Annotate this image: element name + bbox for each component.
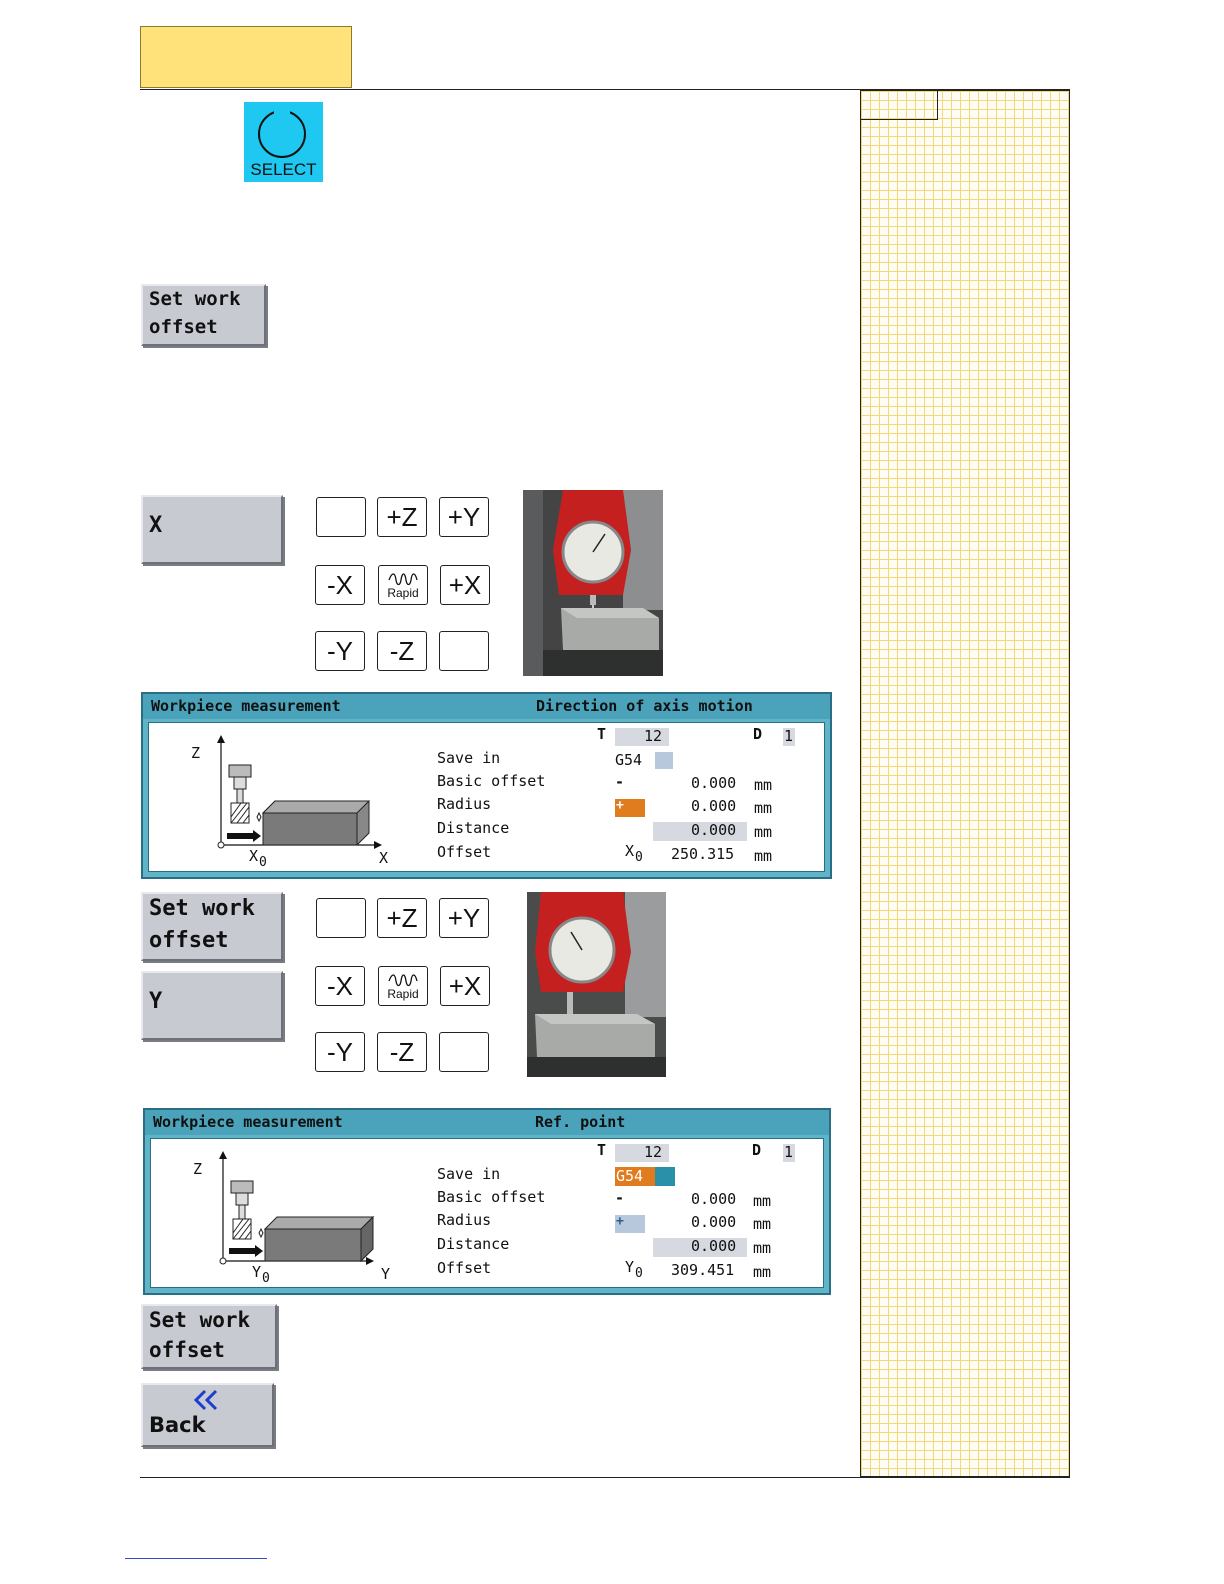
select-key-label: SELECT xyxy=(250,160,317,179)
softkey-label-line2: offset xyxy=(149,1338,225,1362)
double-chevron-left-icon xyxy=(193,1389,219,1411)
basic-offset-label: Basic offset xyxy=(437,772,546,790)
diagram-origin-subscript: 0 xyxy=(262,1271,270,1286)
radius-label: Radius xyxy=(437,1211,492,1229)
basic-offset-unit: mm xyxy=(753,1192,772,1210)
softkey-label-line2: offset xyxy=(149,928,229,953)
offset-unit: mm xyxy=(754,847,773,865)
save-in-value[interactable]: G54 xyxy=(615,751,643,769)
d-label: D xyxy=(752,1141,762,1159)
tool-number-value: 12 xyxy=(644,1143,663,1161)
jog-key-plus-y[interactable]: +Y xyxy=(439,497,489,537)
set-work-offset-softkey[interactable] xyxy=(141,1304,277,1369)
margin-notes-panel xyxy=(860,90,1070,1477)
jog-key-plus-z[interactable]: +Z xyxy=(377,898,427,938)
diagram-axis-z-label: Z xyxy=(193,1160,203,1178)
jog-key-minus-y[interactable]: -Y xyxy=(315,631,365,671)
margin-tab xyxy=(860,90,938,120)
y-axis-softkey[interactable] xyxy=(141,971,283,1040)
softkey-label-line1: Set work xyxy=(149,288,241,310)
jog-key-minus-y[interactable]: -Y xyxy=(315,1032,365,1072)
save-in-label: Save in xyxy=(437,1165,501,1183)
screen-mode-title: Direction of axis motion xyxy=(536,697,753,715)
softkey-label-line1: Set work xyxy=(149,1308,251,1332)
distance-label: Distance xyxy=(437,1235,510,1253)
jog-key-plus-y[interactable]: +Y xyxy=(439,898,489,938)
screen-title: Workpiece measurement xyxy=(153,1113,343,1131)
rapid-label: Rapid xyxy=(387,586,419,600)
diagram-origin-label: X xyxy=(249,847,259,865)
jog-key-blank[interactable] xyxy=(316,497,366,537)
select-key[interactable] xyxy=(244,102,323,182)
basic-offset-value: 0.000 xyxy=(691,774,737,792)
softkey-label: Y xyxy=(149,989,163,1014)
softkey-label: X xyxy=(149,513,163,538)
basic-offset-sign: - xyxy=(615,1189,625,1207)
offset-axis-prefix: Y xyxy=(625,1258,635,1276)
screen-title-bar xyxy=(143,694,830,719)
offset-label: Offset xyxy=(437,1259,492,1277)
tool-label: T xyxy=(597,1141,607,1159)
d-number-value: 1 xyxy=(784,1143,794,1161)
basic-offset-unit: mm xyxy=(754,776,773,794)
diagram-origin-subscript: 0 xyxy=(259,855,267,870)
set-work-offset-softkey[interactable] xyxy=(141,284,266,346)
rapid-label: Rapid xyxy=(387,987,419,1001)
jog-key-minus-x[interactable]: -X xyxy=(315,565,365,605)
basic-offset-value: 0.000 xyxy=(691,1190,737,1208)
offset-axis-prefix: X xyxy=(625,842,635,860)
offset-value: 250.315 xyxy=(671,845,735,863)
set-work-offset-softkey[interactable] xyxy=(141,892,283,961)
screen-title-bar xyxy=(145,1110,829,1135)
back-softkey[interactable] xyxy=(141,1383,274,1447)
offset-axis-subscript: 0 xyxy=(635,850,643,865)
workpiece-measurement-screen-y xyxy=(143,1108,831,1295)
diagram-axis-z-label: Z xyxy=(191,744,201,762)
save-in-value: G54 xyxy=(616,1167,644,1185)
radius-value: 0.000 xyxy=(691,1213,737,1231)
workpiece-measurement-screen-x xyxy=(141,692,832,879)
tool-label: T xyxy=(597,725,607,743)
radius-value: 0.000 xyxy=(691,797,737,815)
jog-key-blank[interactable] xyxy=(316,898,366,938)
softkey-label-line2: offset xyxy=(149,316,218,338)
radius-unit: mm xyxy=(753,1215,772,1233)
save-in-label: Save in xyxy=(437,749,501,767)
measurement-diagram xyxy=(179,1149,399,1279)
x-axis-softkey[interactable] xyxy=(141,495,283,564)
jog-key-blank[interactable] xyxy=(439,1032,489,1072)
jog-key-minus-x[interactable]: -X xyxy=(315,966,365,1006)
softkey-label-line1: Set work xyxy=(149,896,255,921)
screen-body xyxy=(148,722,825,872)
dial-indicator-photo xyxy=(523,490,663,676)
radius-sign: + xyxy=(616,798,624,813)
radius-label: Radius xyxy=(437,795,492,813)
rapid-wave-icon xyxy=(388,572,418,586)
diagram-origin-label: Y xyxy=(252,1263,262,1281)
jog-key-minus-z[interactable]: -Z xyxy=(377,631,427,671)
distance-value: 0.000 xyxy=(691,1237,737,1255)
screen-mode-title: Ref. point xyxy=(535,1113,626,1131)
tool-number-value: 12 xyxy=(644,727,663,745)
toggle-select-icon[interactable] xyxy=(655,752,673,769)
radius-sign: + xyxy=(616,1214,624,1229)
diagram-axis-x-label: X xyxy=(379,849,389,867)
d-label: D xyxy=(753,725,763,743)
d-number-value: 1 xyxy=(784,727,794,745)
footer-link-underline[interactable] xyxy=(125,1558,267,1559)
diagram-axis-y-label: Y xyxy=(381,1265,391,1283)
distance-value: 0.000 xyxy=(691,821,737,839)
toggle-select-icon[interactable] xyxy=(655,1167,675,1186)
distance-unit: mm xyxy=(754,823,773,841)
screen-body xyxy=(150,1138,824,1288)
rapid-wave-icon xyxy=(388,973,418,987)
basic-offset-sign: - xyxy=(615,773,625,791)
jog-key-plus-x[interactable]: +X xyxy=(440,565,490,605)
measurement-diagram xyxy=(177,733,397,863)
distance-unit: mm xyxy=(753,1239,772,1257)
offset-axis-subscript: 0 xyxy=(635,1266,643,1281)
select-ring-icon xyxy=(258,110,306,158)
offset-label: Offset xyxy=(437,843,492,861)
jog-key-plus-z[interactable]: +Z xyxy=(377,497,427,537)
jog-key-blank[interactable] xyxy=(439,631,489,671)
distance-label: Distance xyxy=(437,819,510,837)
jog-key-rapid[interactable] xyxy=(378,565,428,605)
screen-title: Workpiece measurement xyxy=(151,697,341,715)
bottom-rule xyxy=(140,1477,1070,1478)
offset-unit: mm xyxy=(753,1263,772,1281)
basic-offset-label: Basic offset xyxy=(437,1188,546,1206)
dial-indicator-photo xyxy=(527,892,666,1077)
jog-key-plus-x[interactable]: +X xyxy=(440,966,490,1006)
offset-value: 309.451 xyxy=(671,1261,735,1279)
jog-key-rapid[interactable] xyxy=(378,966,428,1006)
back-label: Back xyxy=(149,1413,206,1437)
radius-unit: mm xyxy=(754,799,773,817)
jog-key-minus-z[interactable]: -Z xyxy=(377,1032,427,1072)
chapter-header-box xyxy=(140,26,352,88)
